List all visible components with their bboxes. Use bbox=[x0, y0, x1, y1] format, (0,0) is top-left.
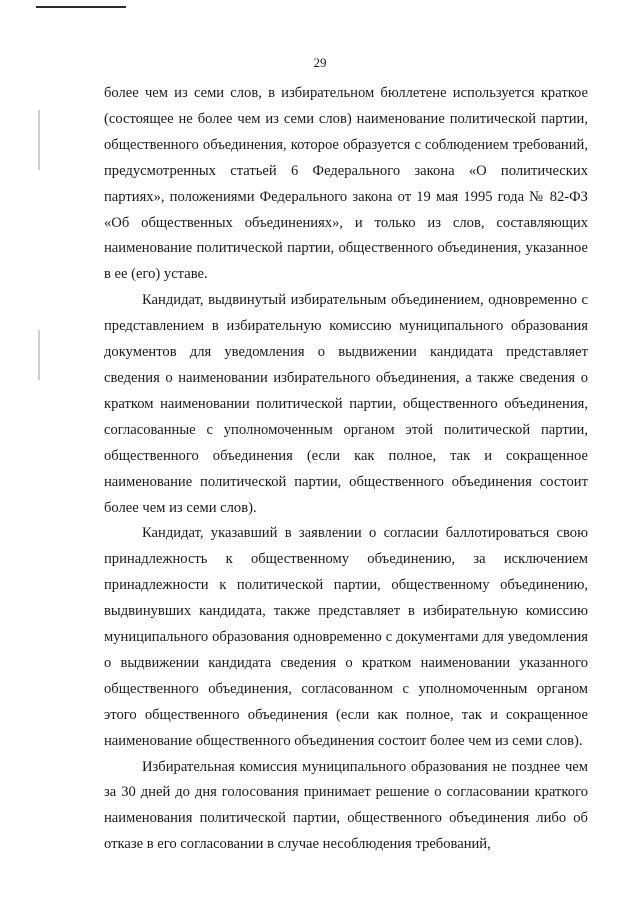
top-edge-rule bbox=[36, 6, 126, 8]
page-number: 29 bbox=[313, 55, 327, 70]
paragraph-candidate-party: Кандидат, выдвинутый избирательным объединением, одновременно с представлением в избирательную комиссию муниципального образования документов для уведомления о выдвижении кандидата представляет сведения о наименовании избирательного объединения, а также сведения о кратком наименовании политической партии, общественного объединения, согласованные с уполномоченным органом этой политической партии, общественного объединения (если как полное, так и сокращенное наименование политической партии, общественного объединения состоит более чем из семи слов). bbox=[104, 292, 588, 516]
document-body bbox=[104, 81, 588, 858]
paragraph-candidate-affiliation: Кандидат, указавший в заявлении о согласии баллотироваться свою принадлежность к общественному объединению, за исключением принадлежности к политической партии, общественному объединению, выдвинувших кандидата, также представляет в избирательную комиссию муниципального образования одновременно с документами для уведомления о выдвижении кандидата сведения о кратком наименовании указанного общественного объединения, согласованном с уполномоченным органом этого общественного объединения (если как полное, так и сокращенное наименование общественного объединения состоит более чем из семи слов). bbox=[104, 525, 588, 749]
paragraph-continuation: более чем из семи слов, в избирательном бюллетене используется краткое (состоящее не более чем из семи слов) наименование политической партии, общественного объединения, которое образуется с соблюдением требований, предусмотренных статьей 6 Федерального закона «О политических партиях», положениями Федерального закона от 19 мая 1995 года № 82-ФЗ «Об общественных объединениях», и только из слов, составляющих наименование политической партии, общественного объединения, указанное в ее (его) уставе. bbox=[104, 85, 588, 283]
scan-edge-mark bbox=[38, 330, 40, 380]
paragraph-commission-decision: Избирательная комиссия муниципального образования не позднее чем за 30 дней до дня голосования принимает решение о согласовании краткого наименования политической партии, общественного объединения либо об отказе в его согласовании в случае несоблюдения требований, bbox=[104, 758, 588, 853]
scan-edge-mark bbox=[38, 110, 40, 170]
